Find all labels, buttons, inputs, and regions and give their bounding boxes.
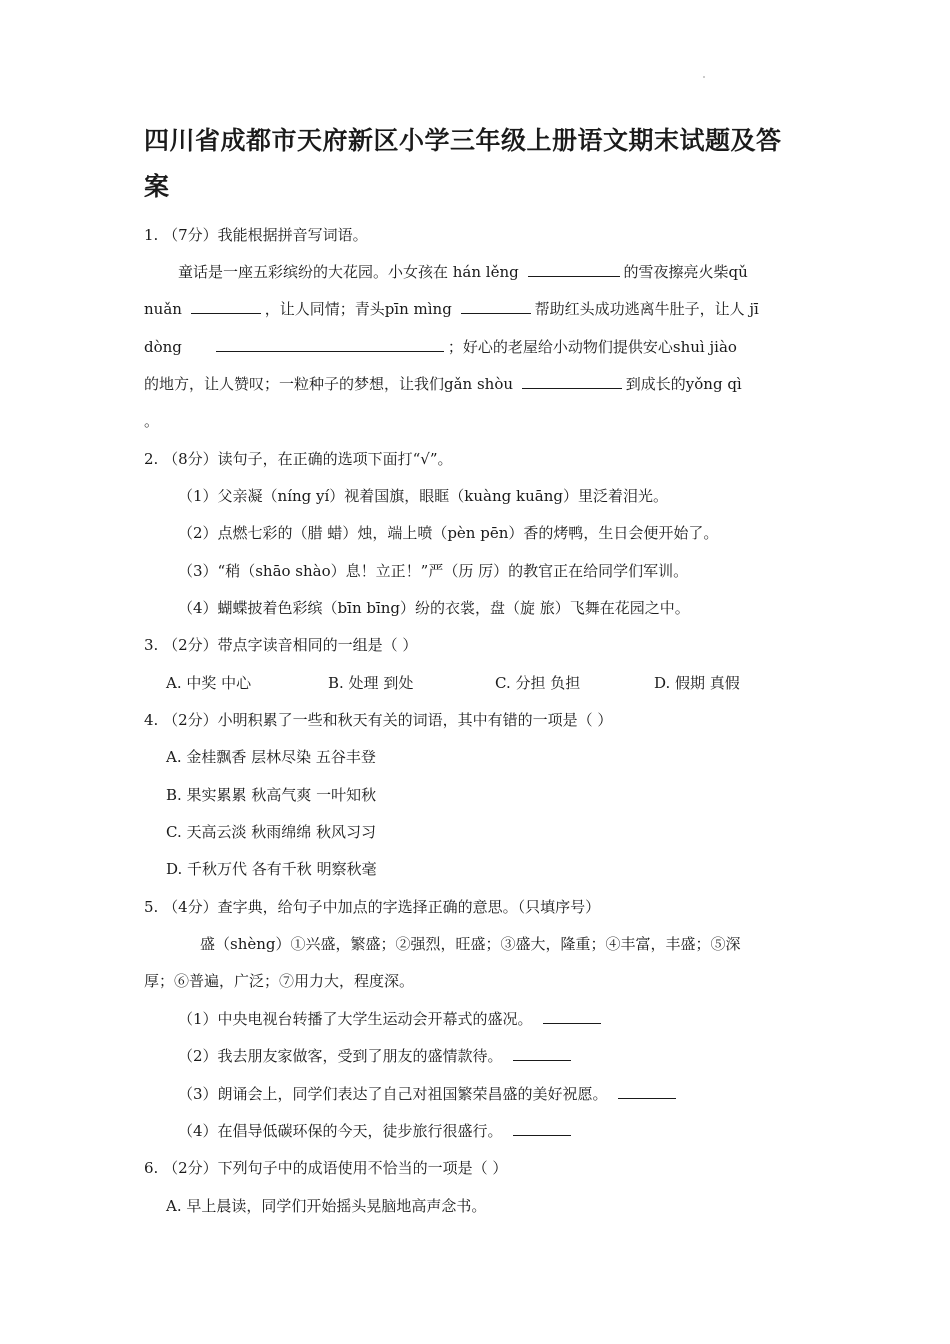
q5-item-3 <box>178 1084 680 1104</box>
q5-definition-2: 厚；⑥普遍，广泛；⑦用力大，程度深。 <box>144 972 415 990</box>
answer-blank[interactable] <box>522 374 622 389</box>
q4-option-d[interactable]: D. 千秋万代 各有千秋 明察秋毫 <box>166 860 377 878</box>
q6-option-a[interactable]: A. 早上晨读，同学们开始摇头晃脑地高声念书。 <box>166 1197 487 1215</box>
q1-text: 到成长的yǒng qì <box>625 375 742 393</box>
q4-option-b[interactable]: B. 果实累累 秋高气爽 一叶知秋 <box>166 786 377 804</box>
q1-line-2 <box>144 299 759 319</box>
q5-heading: 5. （4分）查字典，给句子中加点的字选择正确的意思。（只填序号） <box>144 898 601 916</box>
answer-blank[interactable] <box>461 299 531 314</box>
q1-line-3 <box>144 337 737 357</box>
q3-options <box>166 673 740 693</box>
q1-line-5: 。 <box>144 412 160 430</box>
q1-text: 帮助红头成功逃离牛肚子，让人 jī <box>534 300 759 318</box>
q3-option-c[interactable]: C. 分担 负担 <box>495 674 581 692</box>
q5-item-2 <box>178 1046 575 1066</box>
title-line-1: 四川省成都市天府新区小学三年级上册语文期末试题及答 <box>144 126 782 155</box>
q4-option-c[interactable]: C. 天高云淡 秋雨绵绵 秋风习习 <box>166 823 377 841</box>
q5-definition-1: 盛（shèng）①兴盛，繁盛；②强烈，旺盛；③盛大，隆重；④丰富，丰盛；⑤深 <box>200 935 741 953</box>
q5-item-text: （4）在倡导低碳环保的今天，徒步旅行很盛行。 <box>178 1122 503 1140</box>
q1-text: ，让人同情；青头pīn mìng <box>264 300 457 318</box>
q1-heading: 1. （7分）我能根据拼音写词语。 <box>144 226 368 244</box>
q1-text: 童话是一座五彩缤纷的大花园。小女孩在 hán lěng <box>178 263 524 281</box>
title-line-2: 案 <box>144 172 170 201</box>
answer-blank[interactable] <box>618 1084 676 1099</box>
q3-heading: 3. （2分）带点字读音相同的一组是（ ） <box>144 636 418 654</box>
q5-item-1 <box>178 1009 605 1029</box>
q2-item-4: （4）蝴蝶披着色彩缤（bīn bīng）纷的衣裳，盘（旋 旅）飞舞在花园之中。 <box>178 599 690 617</box>
q2-item-2: （2）点燃七彩的（腊 蜡）烛，端上喷（pèn pēn）香的烤鸭，生日会便开始了。 <box>178 524 719 542</box>
q6-heading: 6. （2分）下列句子中的成语使用不恰当的一项是（ ） <box>144 1159 508 1177</box>
q1-text: ；好心的老屋给小动物们提供安心shuì jiào <box>447 338 737 356</box>
q5-item-text: （2）我去朋友家做客，受到了朋友的盛情款待。 <box>178 1047 503 1065</box>
page-title <box>144 118 804 210</box>
q2-item-1: （1）父亲凝（níng yí）视着国旗，眼眶（kuàng kuāng）里泛着泪光。 <box>178 487 668 505</box>
q5-item-text: （1）中央电视台转播了大学生运动会开幕式的盛况。 <box>178 1010 533 1028</box>
q1-line-4 <box>144 374 742 394</box>
q3-option-d[interactable]: D. 假期 真假 <box>654 674 740 692</box>
q3-option-b[interactable]: B. 处理 到处 <box>328 674 414 692</box>
q2-item-3: （3）“稍（shāo shào）息！立正！”严（历 厉）的教官正在给同学们军训。 <box>178 562 689 580</box>
answer-blank[interactable] <box>543 1009 601 1024</box>
answer-blank[interactable] <box>216 337 444 352</box>
answer-blank[interactable] <box>513 1121 571 1136</box>
q5-item-text: （3）朗诵会上，同学们表达了自己对祖国繁荣昌盛的美好祝愿。 <box>178 1085 608 1103</box>
q4-heading: 4. （2分）小明积累了一些和秋天有关的词语，其中有错的一项是（ ） <box>144 711 613 729</box>
q1-text: dòng <box>144 338 182 356</box>
q2-heading: 2. （8分）读句子，在正确的选项下面打“√”。 <box>144 450 453 468</box>
q1-text: nuǎn <box>144 300 187 318</box>
q5-item-4 <box>178 1121 575 1141</box>
q1-text: 的雪夜擦亮火柴qǔ <box>623 263 748 281</box>
q4-option-a[interactable]: A. 金桂飘香 层林尽染 五谷丰登 <box>166 748 376 766</box>
q1-line-1 <box>178 262 748 282</box>
page-speck <box>703 76 705 78</box>
answer-blank[interactable] <box>191 299 261 314</box>
q3-option-a[interactable]: A. 中奖 中心 <box>166 674 252 692</box>
answer-blank[interactable] <box>513 1046 571 1061</box>
answer-blank[interactable] <box>528 262 620 277</box>
q1-text: 的地方，让人赞叹；一粒种子的梦想，让我们gǎn shòu <box>144 375 518 393</box>
